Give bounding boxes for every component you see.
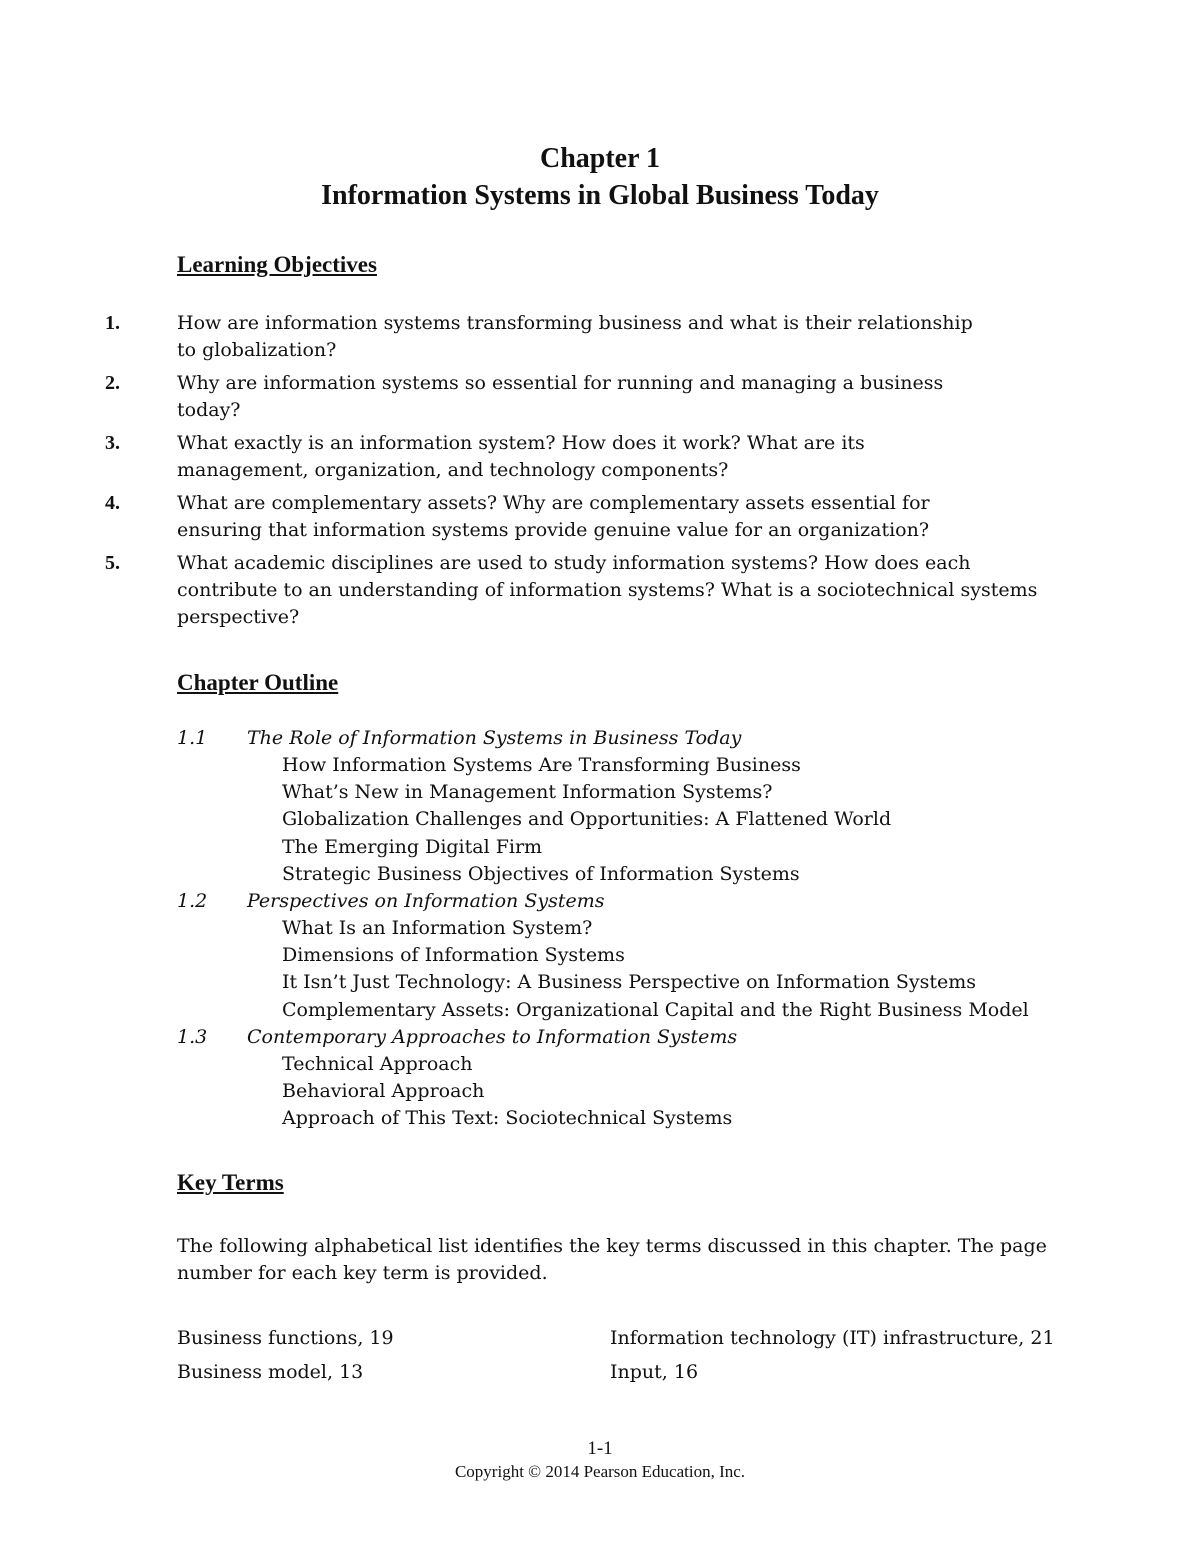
key-term: Information technology (IT) infrastructure, 21 — [610, 1327, 1055, 1349]
section-number: 1.3 — [177, 1025, 208, 1048]
learning-objectives-heading: Learning Objectives — [177, 252, 377, 277]
objective-text: Why are information systems so essential for running and managing a business — [177, 372, 944, 394]
key-terms-heading: Key Terms — [177, 1170, 284, 1195]
learning-objectives-list — [105, 310, 1065, 637]
objective-number: 1. — [105, 312, 120, 334]
section-title: The Role of Information Systems in Business Today — [247, 727, 742, 749]
page-number: 1-1 — [587, 1438, 613, 1459]
section-title: Perspectives on Information Systems — [247, 890, 605, 913]
outline-subsection: Globalization Challenges and Opportunities: A Flattened World — [282, 808, 892, 831]
objective-number: 5. — [105, 552, 120, 574]
outline-subsection: Complementary Assets: Organizational Capital and the Right Business Model — [282, 998, 1029, 1021]
section-number: 1.1 — [177, 727, 208, 749]
section-title: Contemporary Approaches to Information Systems — [247, 1025, 738, 1048]
outline-subsection: What Is an Information System? — [282, 917, 593, 940]
key-term: Business functions, 19 — [177, 1327, 394, 1349]
outline-subsection: Behavioral Approach — [282, 1080, 485, 1103]
outline-section — [177, 888, 1077, 915]
list-item — [105, 430, 1065, 484]
objective-text-cont: contribute to an understanding of information systems? What is a sociotechnical systems perspective? — [177, 579, 1038, 628]
objective-number: 3. — [105, 432, 120, 454]
objective-text: What exactly is an information system? How does it work? What are its — [177, 432, 865, 454]
outline-subsection: Strategic Business Objectives of Information Systems — [282, 862, 800, 885]
outline-section — [177, 1024, 1077, 1051]
outline-section — [177, 725, 1077, 752]
objective-text-cont: ensuring that information systems provide genuine value for an organization? — [177, 519, 930, 541]
outline-subsection: What’s New in Management Information Systems? — [282, 781, 773, 804]
list-item — [105, 370, 1065, 424]
copyright-notice: Copyright © 2014 Pearson Education, Inc. — [454, 1462, 746, 1481]
key-term: Business model, 13 — [177, 1361, 364, 1383]
key-term: Input, 16 — [610, 1361, 699, 1383]
chapter-subtitle: Information Systems in Global Business Today — [321, 180, 879, 211]
outline-subsection: Technical Approach — [282, 1052, 473, 1075]
objective-text: What are complementary assets? Why are complementary assets essential for — [177, 492, 930, 514]
objective-number: 2. — [105, 372, 120, 394]
key-terms-list — [177, 1325, 1077, 1393]
key-terms-intro: The following alphabetical list identifies the key terms discussed in this chapter. The page number for each key term is provided. — [177, 1235, 1047, 1284]
outline-subsection: It Isn’t Just Technology: A Business Perspective on Information Systems — [282, 971, 977, 994]
outline-subsection: Dimensions of Information Systems — [282, 944, 625, 967]
outline-subsection: The Emerging Digital Firm — [282, 835, 543, 858]
list-item — [105, 550, 1065, 631]
table-row — [177, 1359, 1077, 1393]
objective-text: How are information systems transforming business and what is their relationship — [177, 312, 973, 334]
chapter-title: Chapter 1 — [539, 143, 661, 174]
outline-subsection: How Information Systems Are Transforming Business — [282, 754, 801, 776]
section-number: 1.2 — [177, 890, 208, 913]
objective-text-cont: today? — [177, 399, 241, 421]
objective-text: What academic disciplines are used to study information systems? How does each — [177, 552, 971, 574]
objective-number: 4. — [105, 492, 120, 514]
objective-text-cont: management, organization, and technology components? — [177, 459, 729, 481]
chapter-outline-heading: Chapter Outline — [177, 670, 339, 695]
list-item — [105, 310, 1065, 364]
objective-text-cont: to globalization? — [177, 339, 337, 361]
chapter-outline — [177, 725, 1077, 1132]
table-row — [177, 1325, 1077, 1359]
outline-subsection: Approach of This Text: Sociotechnical Systems — [282, 1107, 733, 1130]
list-item — [105, 490, 1065, 544]
